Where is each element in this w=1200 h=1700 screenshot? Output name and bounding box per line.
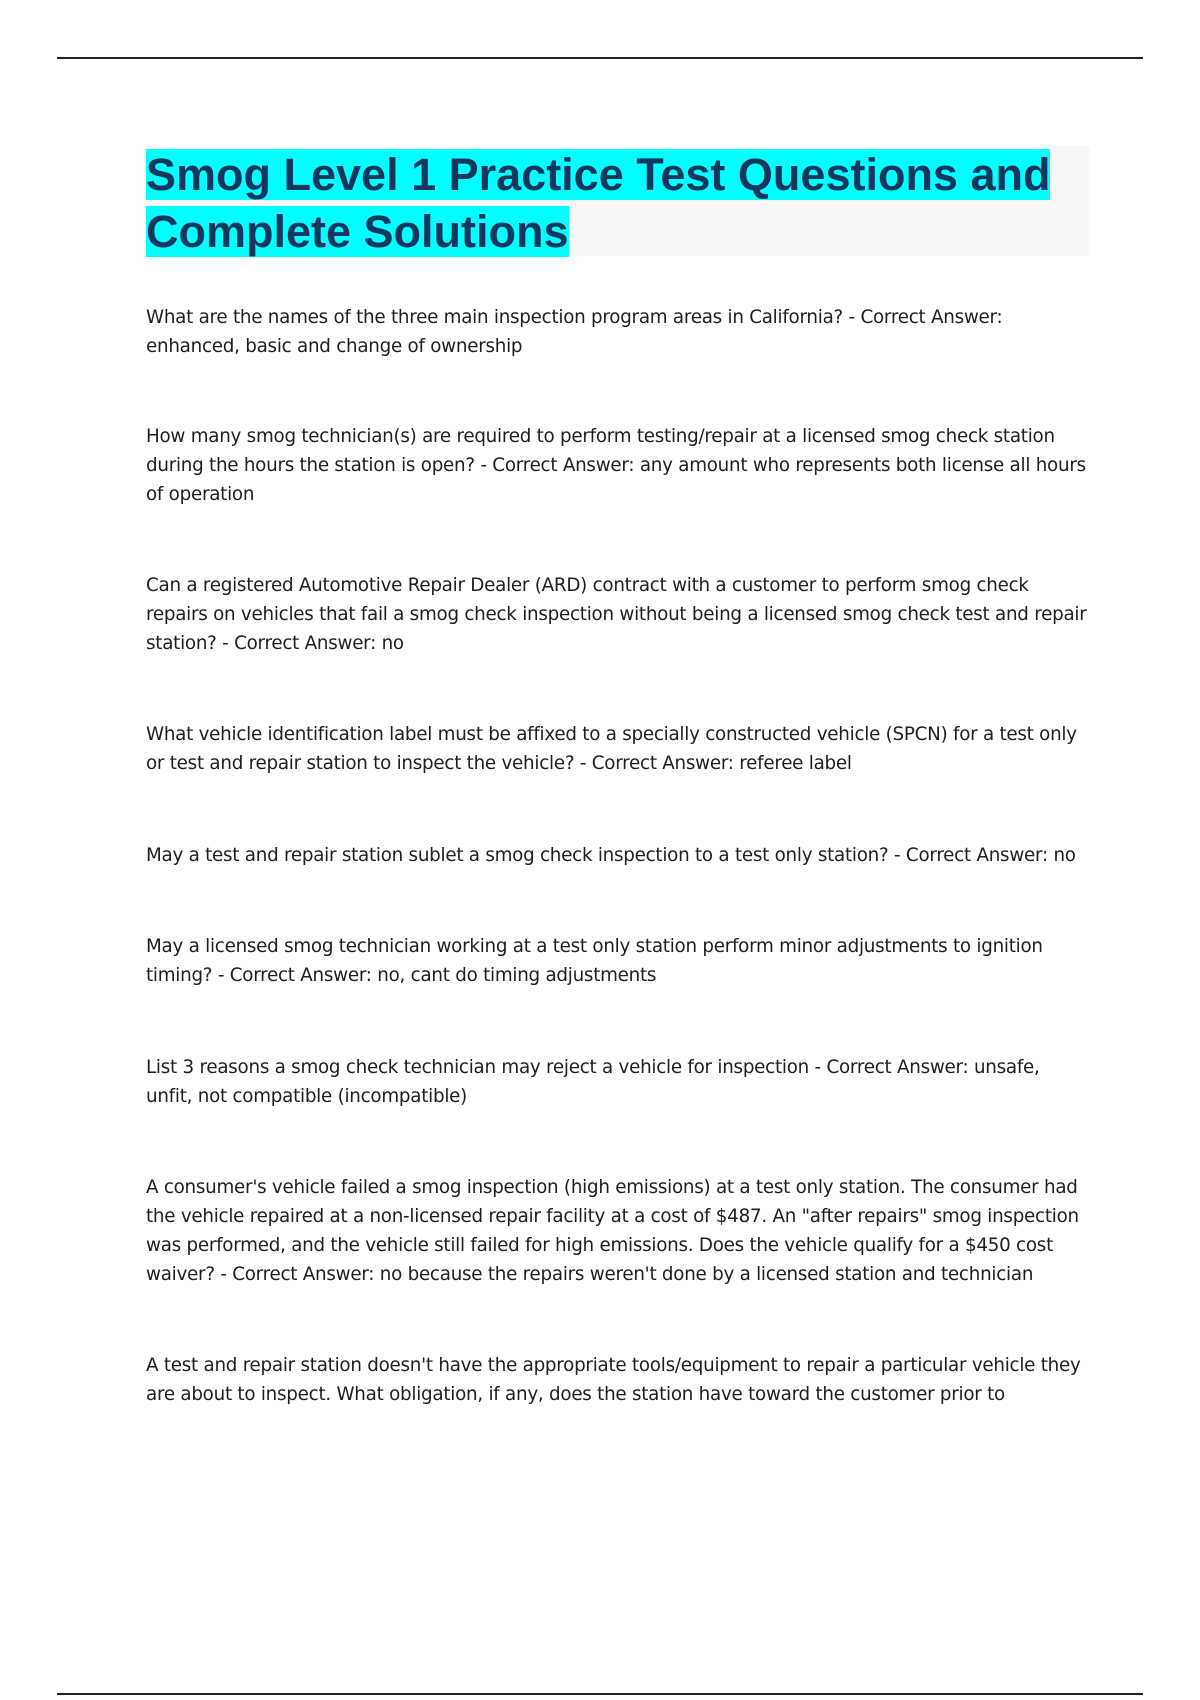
qa-item: May a licensed smog technician working at a test only station perform minor adjustments to ignition timing? - Correct Answer: no, cant do timing adjustments [146, 936, 1043, 986]
header-rule [57, 57, 1143, 59]
qa-item: How many smog technician(s) are required to perform testing/repair at a licensed smog check station during the hours the station is open? - Correct Answer: any amount who represents both license all hours of operation [146, 426, 1086, 505]
qa-item: What vehicle identification label must be affixed to a specially constructed vehicle (SPCN) for a test only or test and repair station to inspect the vehicle? - Correct Answer: referee label [146, 724, 1077, 774]
qa-item: A consumer's vehicle failed a smog inspection (high emissions) at a test only station. The consumer had the vehicle repaired at a non-licensed repair facility at a cost of $487. An "after repairs" smog inspection was performed, and the vehicle still failed for high emissions. Does the vehicle qualify for a $450 cost waiver? - Correct Answer: no because the repairs weren't done by a licensed station and technician [146, 1177, 1079, 1285]
title-block [146, 146, 1090, 256]
qa-item: What are the names of the three main inspection program areas in California? - Correct Answer: enhanced, basic and change of ownership [146, 307, 1003, 357]
title-highlight: Smog Level 1 Practice Test Questions and Complete Solutions [146, 149, 1051, 257]
qa-item: List 3 reasons a smog check technician may reject a vehicle for inspection - Correct Answer: unsafe, unfit, not compatible (incompatible) [146, 1057, 1040, 1107]
qa-item: Can a registered Automotive Repair Dealer (ARD) contract with a customer to perform smog check repairs on vehicles that fail a smog check inspection without being a licensed smog check test and repair station? - Correct Answer: no [146, 575, 1087, 654]
footer-rule [57, 1693, 1143, 1695]
qa-item: A test and repair station doesn't have the appropriate tools/equipment to repair a particular vehicle they are about to inspect. What obligation, if any, does the station have toward the customer prior to [146, 1355, 1081, 1405]
document-title [146, 146, 1090, 260]
qa-item: May a test and repair station sublet a smog check inspection to a test only station? - Correct Answer: no [146, 845, 1076, 866]
